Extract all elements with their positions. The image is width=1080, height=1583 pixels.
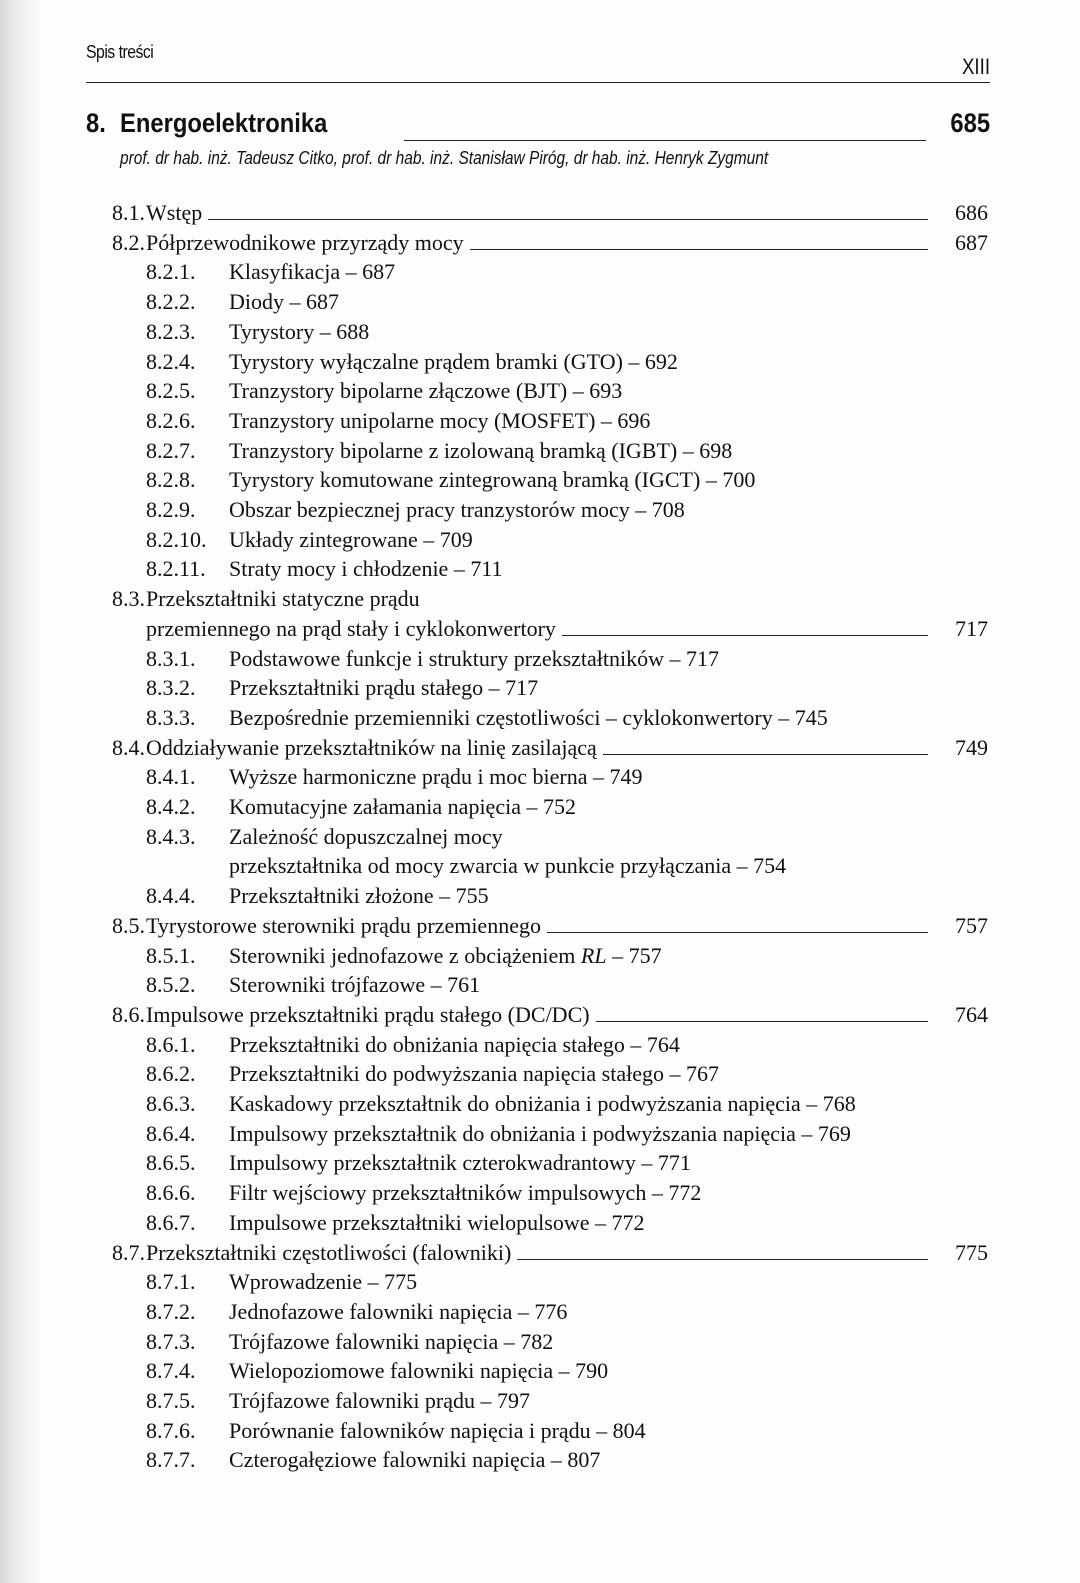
toc-entry-title: Sterowniki trójfazowe – 761 <box>229 972 481 998</box>
toc-entry[interactable] <box>0 911 1080 941</box>
toc-entry-number: 8.6.6. <box>146 1180 196 1206</box>
toc-entry-number: 8.6.7. <box>146 1209 196 1235</box>
toc-entry[interactable] <box>0 644 1080 674</box>
toc-entry-title: Tyrystory – 688 <box>229 318 370 344</box>
running-header-title: Spis treści <box>86 42 154 62</box>
toc-entry-title: Przekształtniki do obniżania napięcia stałego – 764 <box>229 1031 680 1057</box>
toc-entry-number: 8.5. <box>112 912 145 938</box>
toc-entry[interactable] <box>0 1327 1080 1357</box>
toc-entry-number: 8.4.2. <box>146 794 196 819</box>
chapter-number: 8. <box>86 108 106 138</box>
toc-entry-title: Wielopoziomowe falowniki napięcia – 790 <box>229 1358 609 1384</box>
toc-entry-title: Komutacyjne załamania napięcia – 752 <box>229 794 576 819</box>
toc-entry-title: Trójfazowe falowniki napięcia – 782 <box>229 1328 554 1354</box>
toc-entry-number: 8.4.3. <box>146 823 196 849</box>
toc-entry-number: 8.6.5. <box>146 1150 196 1176</box>
toc-entry-title: Wyższe harmoniczne prądu i moc bierna – 749 <box>229 764 643 790</box>
toc-entry[interactable] <box>0 970 1080 1000</box>
toc-entry[interactable] <box>0 614 1080 644</box>
toc-entry[interactable] <box>0 762 1080 792</box>
toc-entry[interactable] <box>0 436 1080 466</box>
toc-entry[interactable] <box>0 1119 1080 1149</box>
toc-entry[interactable] <box>0 1297 1080 1327</box>
toc-entry[interactable] <box>0 317 1080 347</box>
toc-entry-number: 8.2.8. <box>146 467 196 493</box>
chapter-heading[interactable] <box>86 108 990 148</box>
toc-entry-title: Zależność dopuszczalnej mocy <box>229 823 503 849</box>
toc-entry-number: 8.6. <box>112 1001 145 1027</box>
toc-entry[interactable] <box>0 465 1080 495</box>
toc-entry[interactable] <box>0 733 1080 763</box>
toc-entry-title: Oddziaływanie przekształtników na linię zasilającą <box>146 734 597 760</box>
toc-entry[interactable] <box>0 941 1080 971</box>
toc-entry[interactable] <box>0 1208 1080 1238</box>
toc-entry[interactable] <box>0 792 1080 822</box>
toc-entry-number: 8.7.3. <box>146 1328 196 1354</box>
toc-entry-title: Tranzystory bipolarne złączowe (BJT) – 693 <box>229 378 623 404</box>
toc-entry-number: 8.2.7. <box>146 437 196 463</box>
toc-entry-title: Kaskadowy przekształtnik do obniżania i podwyższania napięcia – 768 <box>229 1091 856 1116</box>
toc-entry-page: 757 <box>955 912 988 938</box>
toc-entry-title: Tyrystory komutowane zintegrowaną bramką (IGCT) – 700 <box>229 467 756 493</box>
toc-entry-title: Tranzystory bipolarne z izolowaną bramką (IGBT) – 698 <box>229 437 733 463</box>
toc-entry-number: 8.3.1. <box>146 645 196 671</box>
toc-entry-title: Układy zintegrowane – 709 <box>229 526 473 552</box>
toc-entry[interactable] <box>0 257 1080 287</box>
leader-line <box>562 635 928 636</box>
toc-entry-title: Przekształtniki statyczne prądu <box>146 586 420 612</box>
toc-entry[interactable] <box>0 1356 1080 1386</box>
toc-entry-number: 8.7.6. <box>146 1417 196 1443</box>
toc-entry[interactable] <box>0 1238 1080 1268</box>
toc-entry-title: Filtr wejściowy przekształtników impulsowych – 772 <box>229 1180 702 1206</box>
leader-line <box>517 1259 928 1260</box>
toc-entry-page: 687 <box>955 229 988 255</box>
toc-entry-title: Sterowniki jednofazowe z obciążeniem RL – 757 <box>229 942 662 968</box>
toc-entry[interactable] <box>0 822 1080 852</box>
toc-entry-number: 8.6.4. <box>146 1120 196 1146</box>
toc-entry-number: 8.7.4. <box>146 1358 196 1384</box>
chapter-title: Energoelektronika <box>120 108 328 138</box>
toc-entry-number: 8.3.2. <box>146 675 196 701</box>
toc-entry[interactable] <box>0 406 1080 436</box>
toc-entry-title: Podstawowe funkcje i struktury przekształtników – 717 <box>229 645 720 671</box>
toc-entry-number: 8.6.3. <box>146 1091 196 1116</box>
toc-entry-number: 8.2.3. <box>146 318 196 344</box>
toc-entry[interactable] <box>0 703 1080 733</box>
toc-entry[interactable] <box>0 198 1080 228</box>
toc-entry[interactable] <box>0 287 1080 317</box>
toc-entry[interactable] <box>0 1445 1080 1475</box>
leader-line <box>470 249 928 250</box>
toc-entry-title: Diody – 687 <box>229 289 339 315</box>
toc-entry-number: 8.2.2. <box>146 289 196 315</box>
toc-entry-number: 8.5.1. <box>146 942 196 968</box>
leader-line <box>547 932 928 933</box>
toc-entry[interactable] <box>0 1386 1080 1416</box>
toc-entry-title: Przekształtniki prądu stałego – 717 <box>229 675 539 701</box>
toc-entry-title: Trójfazowe falowniki prądu – 797 <box>229 1388 531 1413</box>
toc-entry[interactable] <box>0 673 1080 703</box>
leader-line <box>596 1021 928 1022</box>
toc-entry-number: 8.6.1. <box>146 1031 196 1057</box>
toc-entry-number: 8.7.1. <box>146 1269 196 1295</box>
toc-entry[interactable] <box>0 1000 1080 1030</box>
toc-entry-page: 717 <box>955 615 988 641</box>
toc-entry-title: Przekształtniki częstotliwości (falowniki) <box>146 1239 512 1265</box>
toc-entry-title: Przekształtniki do podwyższania napięcia stałego – 767 <box>229 1061 719 1087</box>
toc-entry[interactable] <box>0 1267 1080 1297</box>
chapter-authors: prof. dr hab. inż. Tadeusz Citko, prof. dr hab. inż. Stanisław Piróg, dr hab. inż. Henryk Zygmunt <box>120 148 769 168</box>
toc-entry-number: 8.2.10. <box>146 526 207 552</box>
symbol-rl: RL <box>580 942 607 968</box>
page-number: XIII <box>961 54 990 79</box>
toc-entry-title: Klasyfikacja – 687 <box>229 259 396 285</box>
toc-entry-title: Tyrystory wyłączalne prądem bramki (GTO) – 692 <box>229 348 678 374</box>
toc-entry[interactable] <box>0 495 1080 525</box>
toc-entry-number: 8.7.5. <box>146 1388 196 1413</box>
leader-line <box>208 219 928 220</box>
toc-entry-number: 8.2.4. <box>146 348 196 374</box>
chapter-page: 685 <box>950 108 990 138</box>
toc-entry[interactable] <box>0 525 1080 555</box>
toc-entry-page: 764 <box>955 1001 988 1027</box>
toc-entry-number: 8.7.2. <box>146 1298 196 1324</box>
toc-entry-title: Przekształtniki złożone – 755 <box>229 883 489 909</box>
toc-entry-title: Wprowadzenie – 775 <box>229 1269 418 1295</box>
leader-line <box>603 754 928 755</box>
toc-entry-title: Półprzewodnikowe przyrządy mocy <box>146 229 464 255</box>
toc-entry-number: 8.2.5. <box>146 378 196 404</box>
toc-entry-title: Tyrystorowe sterowniki prądu przemiennego <box>146 912 541 938</box>
toc-entry[interactable] <box>0 376 1080 406</box>
toc-entry-title: Impulsowe przekształtniki prądu stałego (DC/DC) <box>146 1001 590 1027</box>
toc-entry[interactable] <box>0 851 1080 881</box>
toc-entry-title: przekształtnika od mocy zwarcia w punkcie przyłączania – 754 <box>229 853 787 879</box>
toc-entry[interactable] <box>0 584 1080 614</box>
toc-entry-number: 8.2.1. <box>146 259 196 285</box>
leader-line <box>404 140 926 141</box>
toc-entry-title: Impulsowy przekształtnik czterokwadrantowy – 771 <box>229 1150 691 1176</box>
toc-entry[interactable] <box>0 1030 1080 1060</box>
toc-entry[interactable] <box>0 554 1080 584</box>
toc-entry[interactable] <box>0 1416 1080 1446</box>
toc-entry-number: 8.4. <box>112 734 145 760</box>
toc-entry-number: 8.1. <box>112 200 145 225</box>
toc-entry-title: Tranzystory unipolarne mocy (MOSFET) – 696 <box>229 407 651 433</box>
toc-entry-number: 8.3.3. <box>146 704 196 730</box>
toc-entry-title: Czterogałęziowe falowniki napięcia – 807 <box>229 1447 601 1473</box>
toc-entry-title: Impulsowy przekształtnik do obniżania i podwyższania napięcia – 769 <box>229 1120 851 1146</box>
toc-entry-number: 8.5.2. <box>146 972 196 998</box>
toc-entry-page: 775 <box>955 1239 988 1265</box>
toc-entry-title: przemiennego na prąd stały i cyklokonwertory <box>146 615 556 641</box>
toc-entry[interactable] <box>0 1059 1080 1089</box>
toc-entry[interactable] <box>0 228 1080 258</box>
toc-entry-title: Wstęp <box>146 200 203 225</box>
toc-entry-title: Obszar bezpiecznej pracy tranzystorów mocy – 708 <box>229 497 685 522</box>
toc-entry-title: Porównanie falowników napięcia i prądu – 804 <box>229 1417 646 1443</box>
toc-entry[interactable] <box>0 1089 1080 1119</box>
toc-entry-number: 8.2.11. <box>146 556 206 582</box>
toc-entry[interactable] <box>0 1148 1080 1178</box>
toc-entry-page: 749 <box>955 734 988 760</box>
toc-entry-title: Bezpośrednie przemienniki częstotliwości – cyklokonwertory – 745 <box>229 704 828 730</box>
toc-entry-page: 686 <box>955 200 988 225</box>
toc-entry-number: 8.2.6. <box>146 407 196 433</box>
toc-entry-number: 8.7.7. <box>146 1447 196 1473</box>
toc-entry[interactable] <box>0 1178 1080 1208</box>
toc-entry[interactable] <box>0 881 1080 911</box>
toc-entry[interactable] <box>0 347 1080 377</box>
running-header <box>86 42 990 83</box>
toc-entry-title: Straty mocy i chłodzenie – 711 <box>229 556 503 582</box>
toc-entry-number: 8.3. <box>112 586 145 612</box>
toc-entry-number: 8.2. <box>112 229 145 255</box>
toc-entry-title: Impulsowe przekształtniki wielopulsowe – 772 <box>229 1209 645 1235</box>
toc-entry-number: 8.2.9. <box>146 497 196 522</box>
toc-entry-number: 8.7. <box>112 1239 145 1265</box>
toc-entry-number: 8.6.2. <box>146 1061 196 1087</box>
toc-entry-number: 8.4.1. <box>146 764 196 790</box>
toc-entry-number: 8.4.4. <box>146 883 196 909</box>
toc-entry-title: Jednofazowe falowniki napięcia – 776 <box>229 1298 568 1324</box>
